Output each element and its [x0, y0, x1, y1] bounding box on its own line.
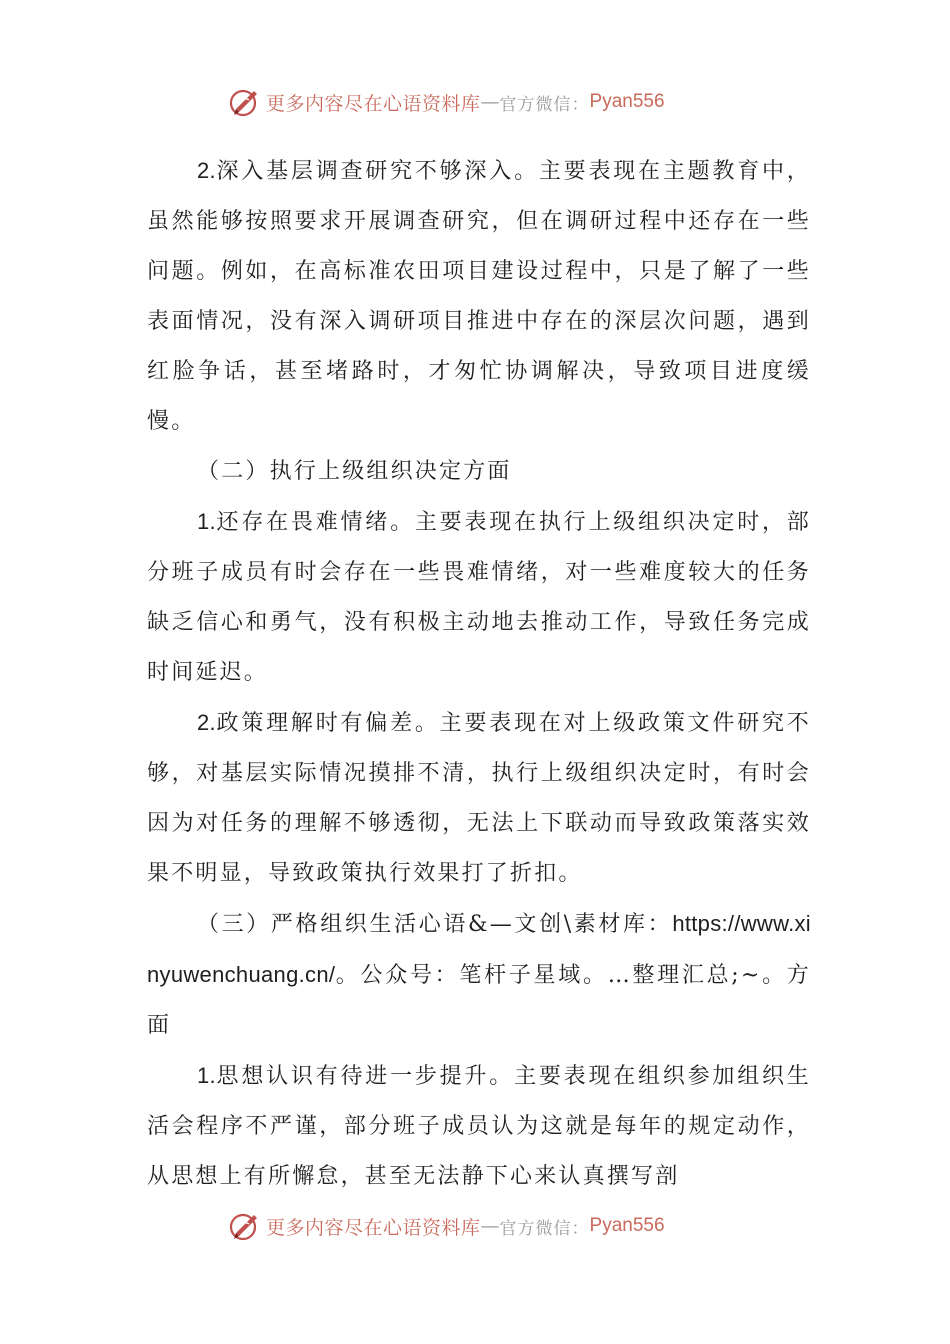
paragraph-text: 还存在畏难情绪。主要表现在执行上级组织决定时，部分班子成员有时会存在一些畏难情绪，对一些难度较大的任务缺乏信心和勇气，没有积极主动地去推动工作，导致任务完成时间延迟。	[147, 510, 811, 685]
item-number: 1.	[197, 509, 216, 534]
website-url: https://www.xinyuwenchuang.cn/	[147, 911, 811, 987]
item-number: 1.	[197, 1063, 216, 1088]
paragraph	[147, 1051, 811, 1202]
footer-banner	[228, 1208, 665, 1244]
banner-wechat-label: 官方微信：	[499, 1218, 590, 1239]
banner-wechat-label: 官方微信：	[499, 94, 590, 115]
section-heading: （二）执行上级组织决定方面	[197, 459, 512, 484]
banner-text: 更多内容尽在心语资料库	[266, 1216, 481, 1239]
banner-text: 更多内容尽在心语资料库	[266, 92, 481, 115]
paragraph-text: 政策理解时有偏差。主要表现在对上级政策文件研究不够，对基层实际情况摸排不清，执行上级组织决定时，有时会因为对任务的理解不够透彻，无法上下联动而导致政策落实效果不明显，导致政策执行效果打了折扣。	[147, 711, 811, 886]
pen-logo-icon	[228, 85, 262, 119]
paragraph	[147, 698, 811, 899]
pen-logo-icon	[228, 1209, 262, 1243]
document-body	[147, 146, 811, 1202]
banner-wechat-id: Pyan556	[589, 91, 665, 112]
paragraph	[147, 146, 811, 447]
banner-wechat-id: Pyan556	[589, 1215, 665, 1236]
section-heading	[147, 899, 811, 1051]
header-banner	[228, 84, 665, 120]
item-number: 2.	[197, 710, 216, 735]
paragraph-text: 思想认识有待进一步提升。主要表现在组织参加组织生活会程序不严谨，部分班子成员认为这就是每年的规定动作，从思想上有所懈怠，甚至无法静下心来认真撰写剖	[147, 1064, 811, 1189]
paragraph-text: 深入基层调查研究不够深入。主要表现在主题教育中，虽然能够按照要求开展调查研究，但在调研过程中还存在一些问题。例如，在高标准农田项目建设过程中，只是了解了一些表面情况，没有深入调研项目推进中存在的深层次问题，遇到红脸争话，甚至堵路时，才匆忙协调解决，导致项目进度缓慢。	[147, 159, 811, 434]
heading-text-start: （三）严格组织生活心语&—文创\素材库：	[197, 912, 673, 937]
paragraph	[147, 497, 811, 698]
banner-dash: —	[480, 1215, 500, 1237]
banner-dash: —	[480, 91, 500, 113]
item-number: 2.	[197, 158, 216, 183]
heading-text-end: 。公众号：笔杆子星域。…整理汇总;~。方面	[147, 963, 811, 1038]
